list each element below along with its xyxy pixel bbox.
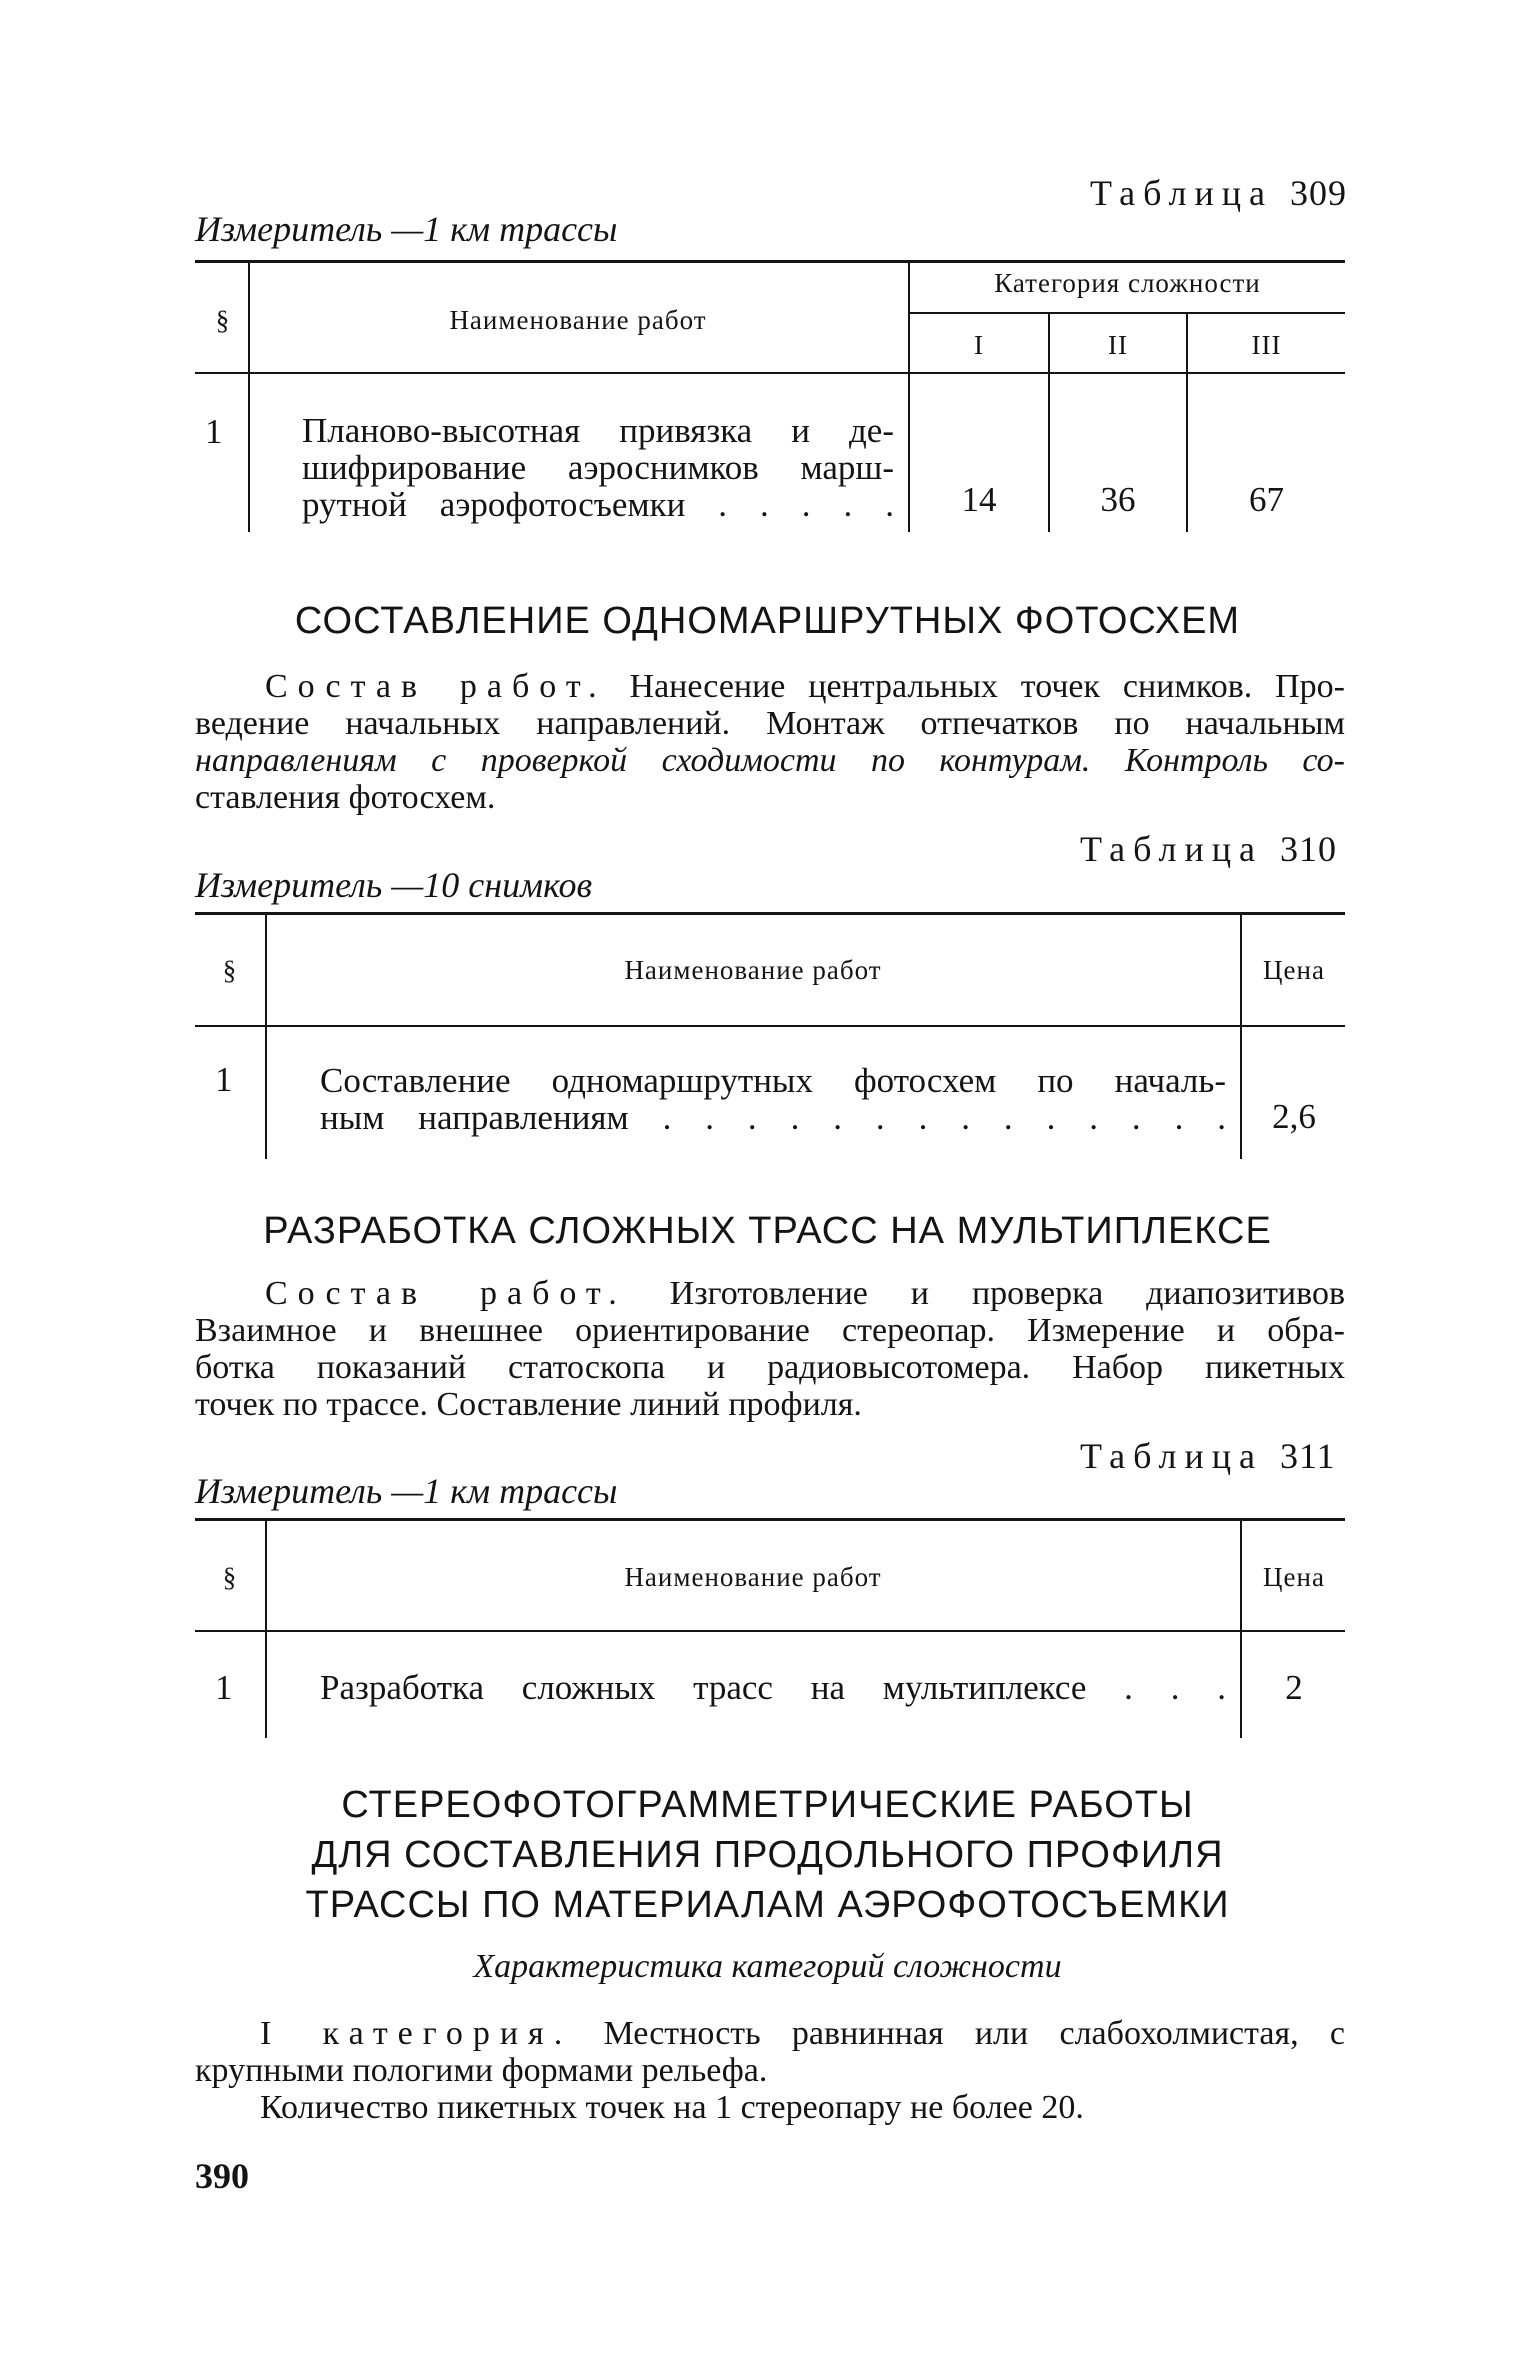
header-section: § — [222, 955, 238, 985]
table-310-caption — [1080, 828, 1337, 870]
row-name-line: Разработка сложных трасс на мультиплексе . . . — [320, 1668, 1226, 1707]
caption-number: 309 — [1289, 173, 1347, 213]
table-309-measurer: Измеритель —1 км трассы — [195, 209, 618, 249]
header-cat-2: II — [1108, 330, 1128, 360]
page-number: 390 — [195, 2156, 249, 2196]
row-number: 1 — [205, 412, 223, 451]
section-heading: РАЗРАБОТКА СЛОЖНЫХ ТРАСС НА МУЛЬТИПЛЕКСЕ — [263, 1210, 1272, 1252]
paragraph-lead: I категория. — [260, 2015, 573, 2052]
table-header-rule — [195, 372, 1345, 374]
paragraph-lead: Состав работ. — [265, 668, 607, 705]
section-heading — [0, 1780, 1535, 1930]
value-cat-1: 14 — [961, 480, 997, 519]
row-name-line: Составление одномаршрутных фотосхем по началь- — [320, 1061, 1226, 1100]
section-subtitle: Характеристика категорий сложности — [473, 1948, 1062, 1985]
table-header-rule — [195, 1630, 1345, 1632]
section-paragraph — [195, 2015, 1345, 2126]
header-cat-1: I — [974, 330, 984, 360]
row-name-line: Планово-высотная привязка и де- — [302, 411, 894, 450]
section-paragraph — [195, 1275, 1345, 1423]
row-name-line: шифрирование аэроснимков марш- — [302, 448, 894, 487]
col-divider-2 — [1240, 914, 1242, 1159]
row-name-line: ным направлениям . . . . . . . . . . . . . . — [320, 1098, 1226, 1137]
caption-word: Таблица — [1080, 1436, 1263, 1476]
paragraph-text: Нанесение центральных точек снимков. Про- — [629, 668, 1345, 705]
paragraph-line — [195, 2015, 1345, 2052]
row-name — [302, 412, 894, 523]
table-top-rule — [195, 260, 1345, 263]
paragraph-line — [195, 1275, 1345, 1312]
table-309-caption — [1090, 172, 1347, 214]
header-name: Наименование работ — [624, 1562, 882, 1592]
paragraph-line: направлениям с проверкой сходимости по контурам. Контроль со- — [195, 742, 1345, 779]
header-section: § — [215, 305, 231, 335]
table-header-rule — [195, 1025, 1345, 1027]
category-subrule — [910, 312, 1345, 314]
col-divider-1 — [265, 1520, 267, 1738]
header-price: Цена — [1263, 955, 1325, 985]
section-heading: СОСТАВЛЕНИЕ ОДНОМАРШРУТНЫХ ФОТОСХЕМ — [294, 600, 1241, 642]
paragraph-line: Количество пикетных точек на 1 стереопару не более 20. — [260, 2089, 1084, 2126]
table-top-rule — [195, 912, 1345, 915]
heading-line: ДЛЯ СОСТАВЛЕНИЯ ПРОДОЛЬНОГО ПРОФИЛЯ — [311, 1834, 1224, 1876]
price-value: 2 — [1285, 1668, 1303, 1707]
table-311-caption — [1080, 1435, 1336, 1477]
header-cat-3: III — [1251, 330, 1282, 360]
col-divider-2 — [1240, 1520, 1242, 1738]
caption-word: Таблица — [1080, 829, 1263, 869]
caption-number: 311 — [1279, 1436, 1336, 1476]
price-value: 2,6 — [1272, 1097, 1316, 1136]
heading-line: ТРАССЫ ПО МАТЕРИАЛАМ АЭРОФОТОСЪЕМКИ — [305, 1884, 1230, 1926]
heading-line: СТЕРЕОФОТОГРАММЕТРИЧЕСКИЕ РАБОТЫ — [341, 1784, 1194, 1826]
header-section: § — [222, 1562, 238, 1592]
header-price: Цена — [1263, 1562, 1325, 1592]
row-name-line: рутной аэрофотосъемки . . . . . — [302, 485, 894, 524]
header-name: Наименование работ — [449, 305, 707, 335]
paragraph-text: Местность равнинная или слабохолмистая, с — [603, 2015, 1345, 2052]
paragraph-text: Изготовление и проверка диапозитивов — [669, 1275, 1346, 1312]
header-category: Категория сложности — [994, 268, 1261, 298]
caption-number: 310 — [1279, 829, 1337, 869]
value-cat-2: 36 — [1100, 480, 1136, 519]
paragraph-line: крупными пологими формами рельефа. — [195, 2052, 768, 2089]
row-name — [320, 1062, 1226, 1136]
paragraph-line — [195, 668, 1345, 705]
col-divider-1 — [248, 262, 250, 532]
row-name — [320, 1668, 1226, 1708]
paragraph-line: ставления фотосхем. — [195, 779, 496, 816]
paragraph-line: Взаимное и внешнее ориентирование стереопар. Измерение и обра- — [195, 1312, 1345, 1349]
row-number: 1 — [215, 1668, 233, 1707]
caption-word: Таблица — [1090, 173, 1273, 213]
table-top-rule — [195, 1518, 1345, 1521]
table-311-measurer: Измеритель —1 км трассы — [195, 1471, 618, 1511]
paragraph-line: ботка показаний статоскопа и радиовысотомера. Набор пикетных — [195, 1349, 1345, 1386]
value-cat-3: 67 — [1249, 480, 1284, 519]
paragraph-line: ведение начальных направлений. Монтаж отпечатков по начальным — [195, 705, 1345, 742]
col-divider-1 — [265, 914, 267, 1159]
header-name: Наименование работ — [624, 955, 882, 985]
row-number: 1 — [215, 1060, 233, 1099]
paragraph-lead: Состав работ. — [265, 1275, 627, 1312]
section-paragraph — [195, 668, 1345, 816]
table-310-measurer: Измеритель —10 снимков — [195, 865, 593, 905]
paragraph-line: точек по трассе. Составление линий профиля. — [195, 1386, 862, 1423]
